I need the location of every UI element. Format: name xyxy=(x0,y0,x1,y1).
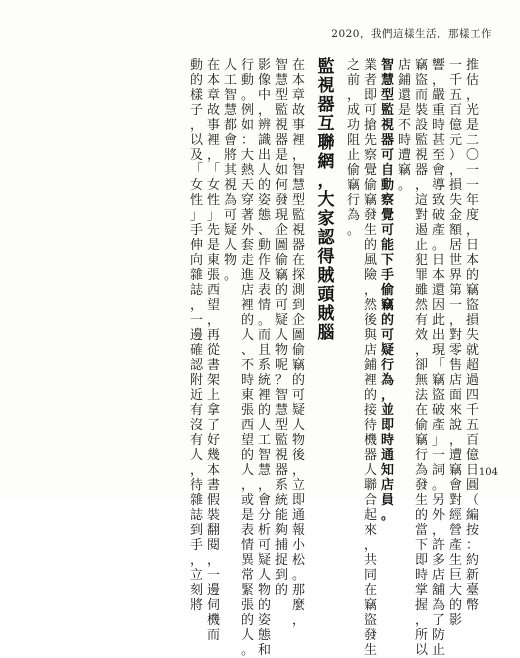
text-column-bold: 智 慧 型 監 視 器 可 自 動 察 覺 可 能 下 手 偷 竊 的 可 疑 行 為 ， 並 即 時 通 知 店 員 。 xyxy=(380,58,394,523)
text-column: 店 鋪 還 是 不 時 遭 竊 。 xyxy=(397,58,411,193)
text-column: 之 前 ， 成 功 阻 止 偷 竊 行 為 。 xyxy=(346,58,360,238)
text-column: 業 者 即 可 搶 先 察 覺 偷 竊 發 生 的 風 險 ， 然 後 與 店 鋪 裡 的 接 待 機 器 人 聯 合 起 來 ， 共 同 在 竊 盜 發 生 xyxy=(363,58,377,658)
text-column: 響 ， 嚴 重 時 甚 至 會 導 致 破 產 。 日 本 還 因 此 出 現 「 竊 盜 破 產 」 一 詞 。 另 外 ， 許 多 店 舖 為 了 防 止 xyxy=(431,58,445,658)
text-column: 一 千 五 百 億 元 ） ， 損 失 金 額 居 世 界 第 一 ， 對 零 售 店 面 來 說 ， 遭 竊 會 對 經 營 產 生 巨 大 的 影 xyxy=(448,58,462,628)
running-header: 2020，我們這樣生活．那樣工作 xyxy=(331,28,492,40)
section-heading: 監 視 器 互 聯 網 ， 大 家 認 得 賊 頭 賊 腦 xyxy=(317,57,335,343)
text-column: 人 工 智 慧 都 會 將 其 視 為 可 疑 人 物 。 xyxy=(223,58,237,283)
text-column: 智 慧 型 監 視 器 是 如 何 發 現 企 圖 偷 竊 的 可 疑 人 物 呢 ？ 智 慧 型 監 視 器 系 統 能 夠 捕 捉 到 的 xyxy=(274,58,288,598)
text-column: 在 本 章 故 事 裡 ， 「 女 性 」 先 是 東 張 西 望 ， 再 從 書 架 上 拿 了 好 幾 本 書 假 裝 翻 閱 ， 一 邊 伺 機 而 xyxy=(206,58,220,643)
vertical-text-body xyxy=(28,57,480,658)
text-column: 影 像 中 ， 辨 識 出 人 的 姿 態 、 動 作 及 表 情 。 而 且 系 統 裡 的 人 工 智 慧 ， 會 分 析 可 疑 人 物 的 姿 態 和 xyxy=(257,58,271,658)
text-column: 在 本 章 故 事 裡 ， 智 慧 型 監 視 器 在 探 測 到 企 圖 偷 竊 的 可 疑 人 物 後 ， 立 即 通 報 小 松 。 那 麼 ， xyxy=(291,58,305,628)
text-column: 行 動 。 例 如 ： 大 熱 天 穿 著 外 套 走 進 店 裡 的 人 、 不 時 東 張 西 望 的 人 ， 或 是 表 情 異 常 緊 張 的 人 。 xyxy=(240,58,254,658)
text-column: 推 估 ， 光 是 二 〇 一 一 年 度 ， 日 本 的 竊 盜 損 失 就 超 過 四 千 五 百 億 日 圓 （ 編 按 ： 約 新 臺 幣 xyxy=(465,58,479,613)
page-number: 104 xyxy=(478,467,498,478)
text-column: 竊 盜 而 裝 設 監 視 器 ， 這 對 遏 止 犯 罪 雖 然 有 效 ， 卻 無 法 在 偷 竊 行 為 發 生 的 當 下 即 時 掌 握 ， 所 以 xyxy=(414,58,428,658)
text-column: 動 的 樣 子 ， 以 及 「 女 性 」 手 伸 向 雜 誌 ， 一 邊 確 認 附 近 有 沒 有 人 ， 待 雜 誌 到 手 ， 立 刻 將 xyxy=(189,58,203,613)
